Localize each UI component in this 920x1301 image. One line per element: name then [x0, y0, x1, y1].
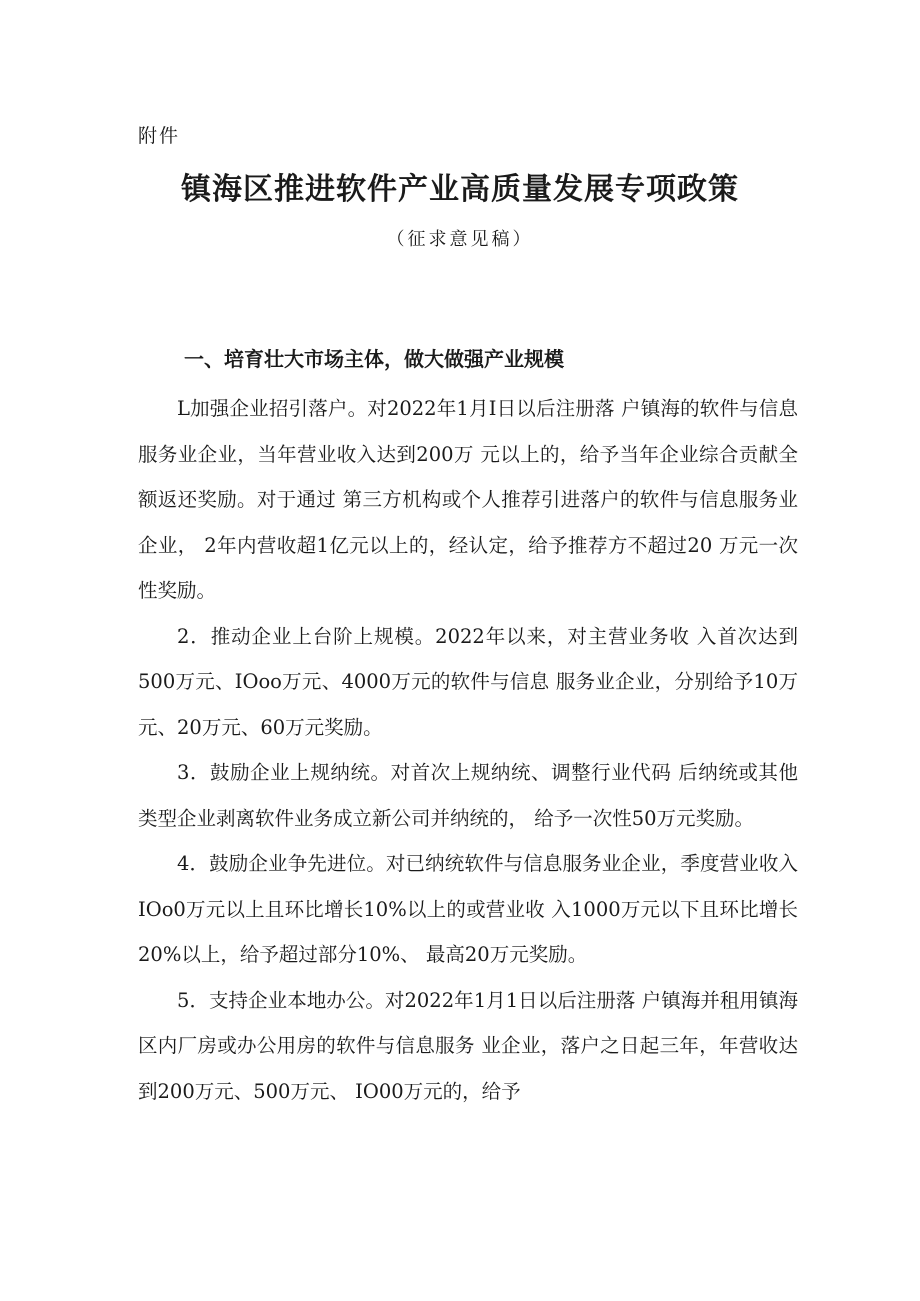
section-body	[138, 386, 798, 1114]
section-heading: 一、培育壮大市场主体，做大做强产业规模	[184, 347, 564, 371]
paragraph-1: L加强企业招引落户。对2022年1月I日以后注册落 户镇海的软件与信息服务业企业，当年营业收入达到200万 元以上的，给予当年企业综合贡献全额返还奖励。对于通过 第三方机构或个人推荐引进落户的软件与信息服务业企业， 2年内营收超1亿元以上的，经认定，给予推荐方不超过20 万元一次性奖励。	[138, 397, 798, 602]
paragraph-3: 3．鼓励企业上规纳统。对首次上规纳统、调整行业代码 后纳统或其他类型企业剥离软件业务成立新公司并纳统的， 给予一次性50万元奖励。	[138, 761, 798, 830]
attachment-label: 附件	[138, 125, 181, 147]
document-title: 镇海区推进软件产业高质量发展专项政策	[181, 172, 739, 207]
document-subtitle: （征求意见稿）	[386, 229, 534, 250]
paragraph-5: 5．支持企业本地办公。对2022年1月1日以后注册落 户镇海并租用镇海区内厂房或办公用房的软件与信息服务 业企业，落户之日起三年，年营收达到200万元、500万元、 IO00万元的，给予	[138, 988, 798, 1103]
paragraph-2: 2．推动企业上台阶上规模。2022年以来，对主营业务收 入首次达到500万元、IOoo万元、4000万元的软件与信息 服务业企业，分别给予10万元、20万元、60万元奖励。	[138, 624, 798, 739]
paragraph-4: 4．鼓励企业争先进位。对已纳统软件与信息服务业企业，季度营业收入IOo0万元以上且环比增长10%以上的或营业收 入1000万元以下且环比增长20%以上，给予超过部分10%、 最高20万元奖励。	[138, 852, 798, 966]
